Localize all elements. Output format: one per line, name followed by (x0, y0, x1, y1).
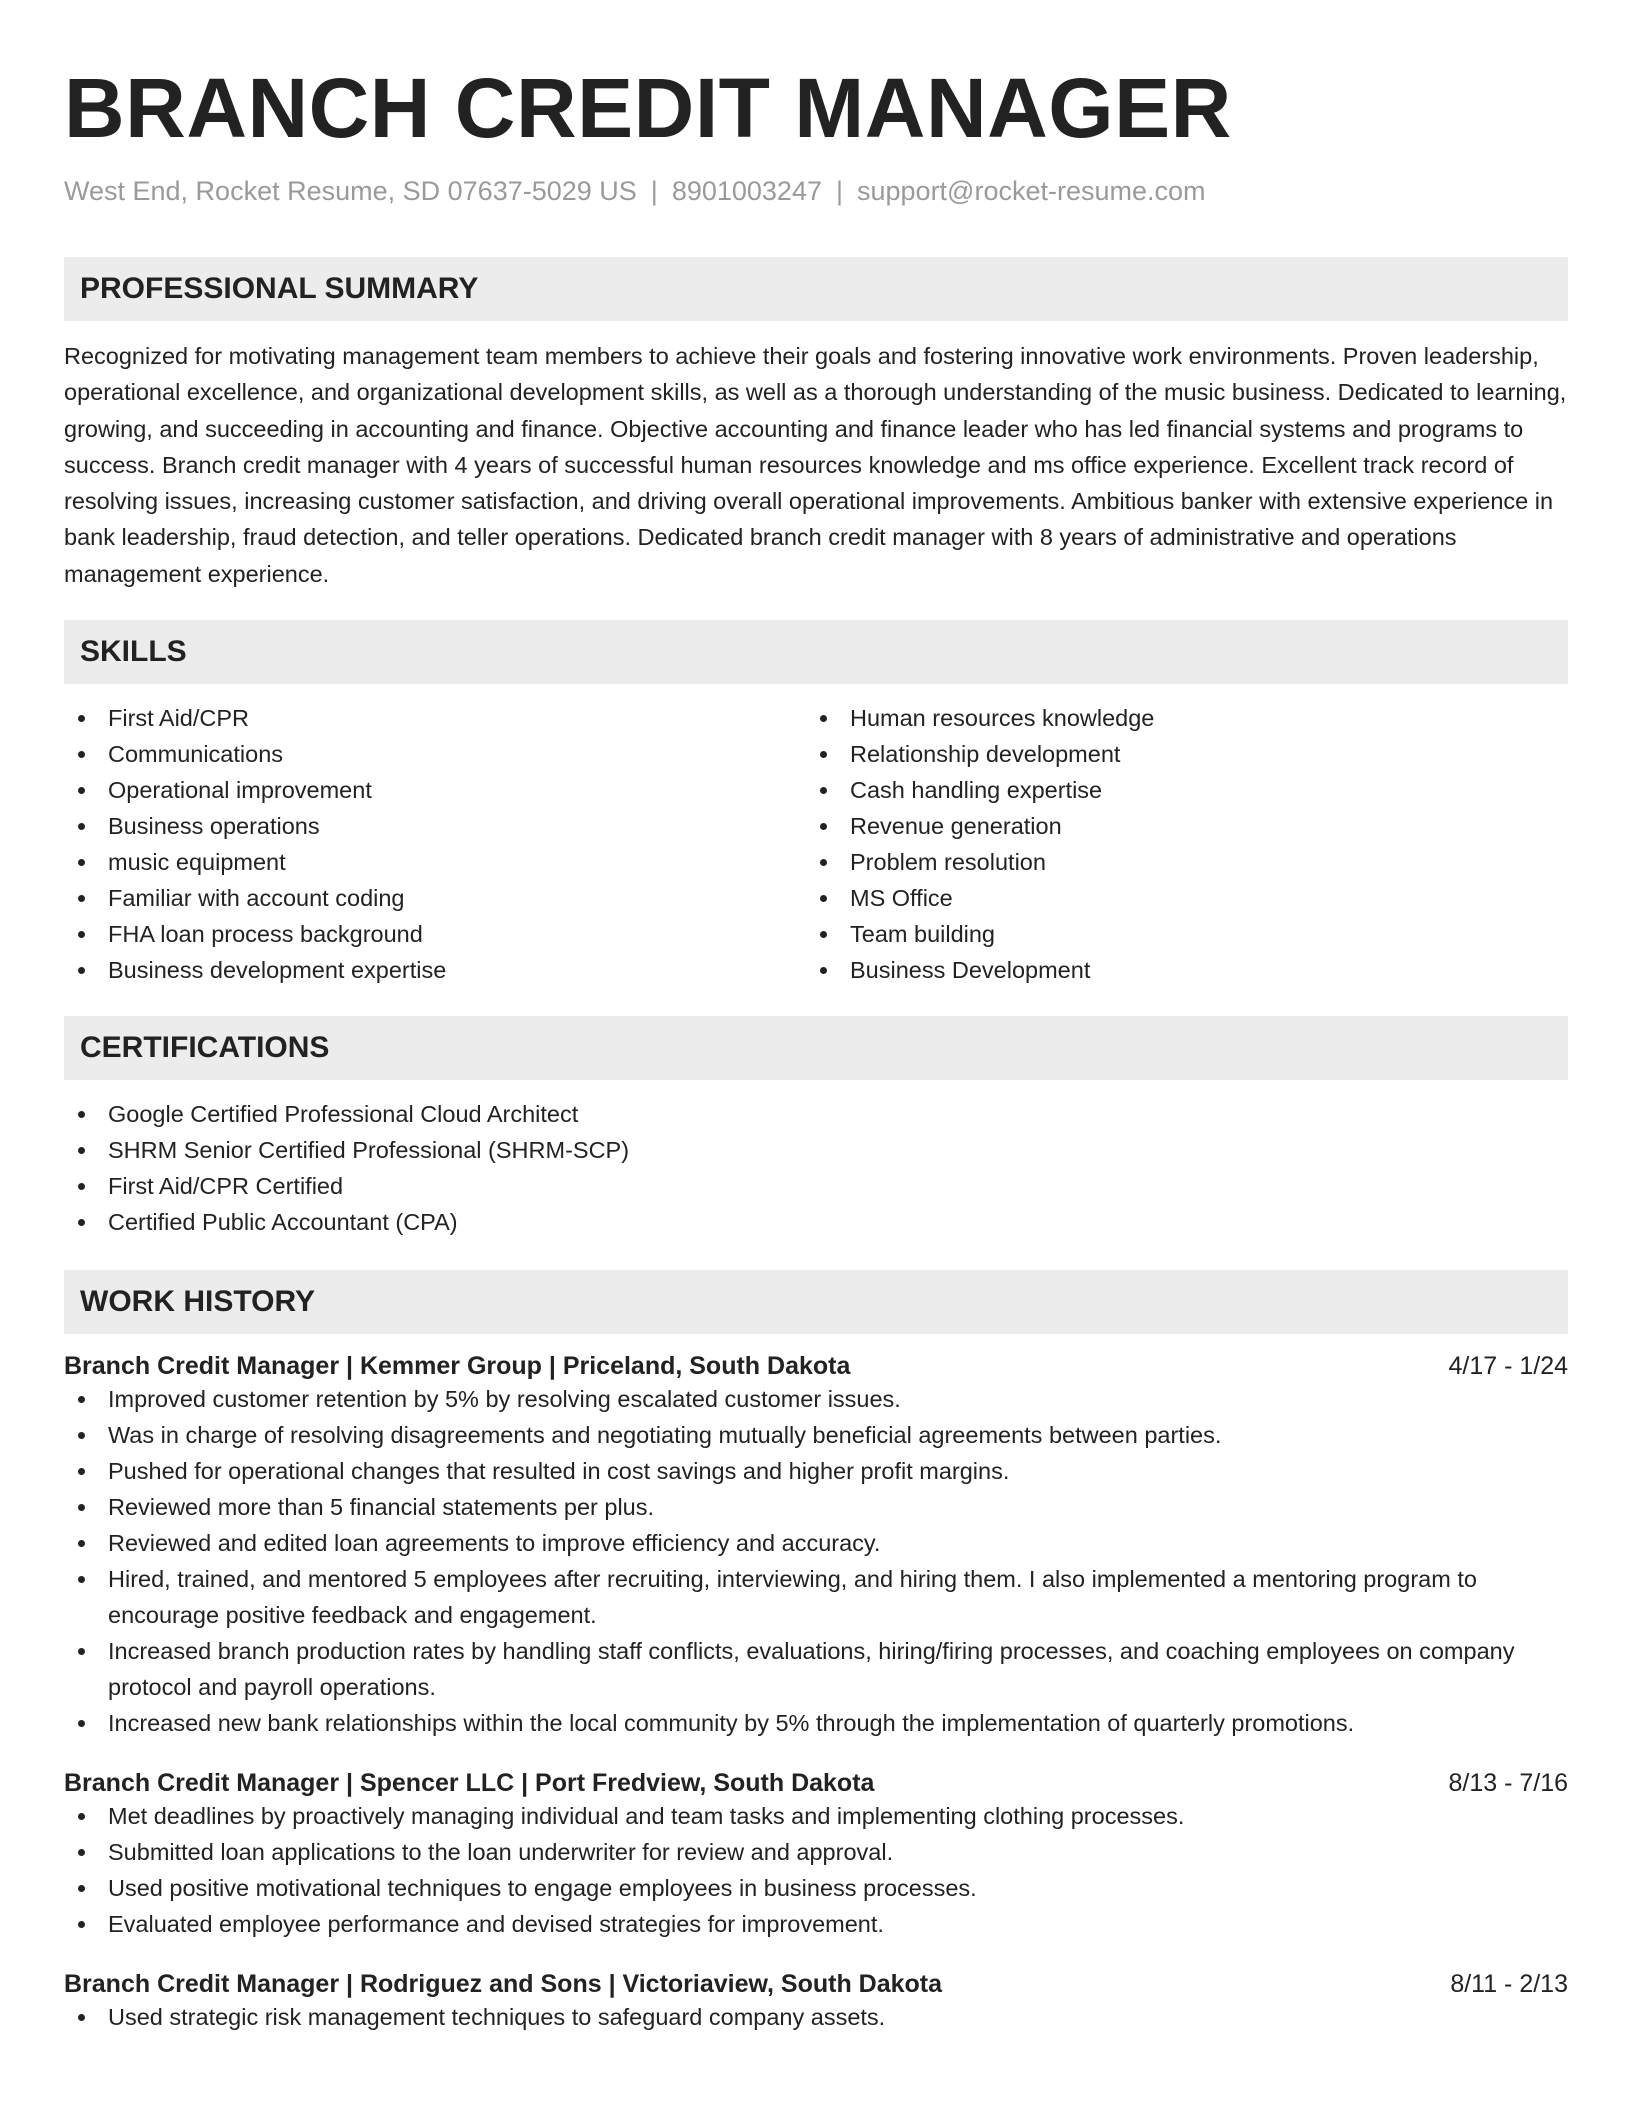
skills-column-left (64, 700, 806, 988)
contact-separator: | (650, 176, 658, 206)
contact-line (64, 176, 1568, 207)
job-bullet: Reviewed more than 5 financial statements per plus. (64, 1489, 1568, 1525)
certification-item: Certified Public Accountant (CPA) (64, 1204, 1568, 1240)
job-bullet: Increased new bank relationships within the local community by 5% through the implementation of quarterly promotions. (64, 1705, 1568, 1741)
skill-item: Business development expertise (64, 952, 806, 988)
certifications-list (64, 1096, 1568, 1240)
skill-item: Cash handling expertise (806, 772, 1548, 808)
job-bullet: Used positive motivational techniques to engage employees in business processes. (64, 1870, 1568, 1906)
certification-item: SHRM Senior Certified Professional (SHRM-SCP) (64, 1132, 1568, 1168)
job-bullet: Used strategic risk management techniques to safeguard company assets. (64, 1999, 1568, 2035)
job-bullet: Evaluated employee performance and devised strategies for improvement. (64, 1906, 1568, 1942)
job-bullets (64, 1999, 1568, 2035)
job-title: Branch Credit Manager | Spencer LLC | Port Fredview, South Dakota (64, 1769, 875, 1798)
skills-grid (64, 700, 1568, 988)
job-bullets (64, 1798, 1568, 1942)
job-heading-row (64, 1352, 1568, 1381)
skill-item: Business operations (64, 808, 806, 844)
job-dates: 4/17 - 1/24 (1448, 1352, 1568, 1381)
certification-item: Google Certified Professional Cloud Architect (64, 1096, 1568, 1132)
contact-address: West End, Rocket Resume, SD 07637-5029 US (64, 176, 637, 206)
summary-text: Recognized for motivating management team members to achieve their goals and fostering innovative work environments. Proven leadership, operational excellence, and organizational development skills, as well as a thorough understanding of the music business. Dedicated to learning, growing, and succeeding in accounting and finance. Objective accounting and finance leader who has led financial systems and programs to success. Branch credit manager with 4 years of successful human resources knowledge and ms office experience. Excellent track record of resolving issues, increasing customer satisfaction, and driving overall operational improvements. Ambitious banker with extensive experience in bank leadership, fraud detection, and teller operations. Dedicated branch credit manager with 8 years of administrative and operations management experience. (64, 343, 1567, 587)
skill-item: Revenue generation (806, 808, 1548, 844)
job-bullet: Submitted loan applications to the loan underwriter for review and approval. (64, 1834, 1568, 1870)
job-heading-row (64, 1769, 1568, 1798)
skill-item: MS Office (806, 880, 1548, 916)
contact-email: support@rocket-resume.com (857, 176, 1206, 206)
contact-phone: 8901003247 (671, 176, 822, 206)
skill-item: Familiar with account coding (64, 880, 806, 916)
job-bullet: Reviewed and edited loan agreements to improve efficiency and accuracy. (64, 1525, 1568, 1561)
job-bullet: Increased branch production rates by handling staff conflicts, evaluations, hiring/firing processes, and coaching employees on company protocol and payroll operations. (64, 1633, 1568, 1705)
job-bullet: Met deadlines by proactively managing individual and team tasks and implementing clothing processes. (64, 1798, 1568, 1834)
job-bullet: Hired, trained, and mentored 5 employees after recruiting, interviewing, and hiring them. I also implemented a mentoring program to encourage positive feedback and engagement. (64, 1561, 1568, 1633)
job-heading-row (64, 1970, 1568, 1999)
work-history-header: WORK HISTORY (64, 1270, 1568, 1334)
job-entry (64, 1769, 1568, 1942)
skill-item: music equipment (64, 844, 806, 880)
contact-separator: | (835, 176, 843, 206)
job-dates: 8/13 - 7/16 (1448, 1769, 1568, 1798)
certification-item: First Aid/CPR Certified (64, 1168, 1568, 1204)
job-bullet: Improved customer retention by 5% by resolving escalated customer issues. (64, 1381, 1568, 1417)
job-title: Branch Credit Manager | Rodriguez and Sons | Victoriaview, South Dakota (64, 1970, 943, 1999)
skills-header: SKILLS (64, 620, 1568, 684)
job-title: Branch Credit Manager | Kemmer Group | Priceland, South Dakota (64, 1352, 851, 1381)
skills-list-right (806, 700, 1548, 988)
job-bullet: Was in charge of resolving disagreements and negotiating mutually beneficial agreements between parties. (64, 1417, 1568, 1453)
skill-item: Problem resolution (806, 844, 1548, 880)
job-bullet: Pushed for operational changes that resulted in cost savings and higher profit margins. (64, 1453, 1568, 1489)
job-entry (64, 1352, 1568, 1741)
skill-item: Relationship development (806, 736, 1548, 772)
job-entry (64, 1970, 1568, 2035)
skill-item: FHA loan process background (64, 916, 806, 952)
certifications-header: CERTIFICATIONS (64, 1016, 1568, 1080)
resume-name: BRANCH CREDIT MANAGER (64, 61, 1232, 155)
skill-item: First Aid/CPR (64, 700, 806, 736)
summary-header: PROFESSIONAL SUMMARY (64, 257, 1568, 321)
job-dates: 8/11 - 2/13 (1450, 1970, 1568, 1999)
skills-column-right (806, 700, 1548, 988)
skill-item: Human resources knowledge (806, 700, 1548, 736)
skill-item: Business Development (806, 952, 1548, 988)
skill-item: Team building (806, 916, 1548, 952)
skill-item: Operational improvement (64, 772, 806, 808)
skill-item: Communications (64, 736, 806, 772)
skills-list-left (64, 700, 806, 988)
job-bullets (64, 1381, 1568, 1741)
